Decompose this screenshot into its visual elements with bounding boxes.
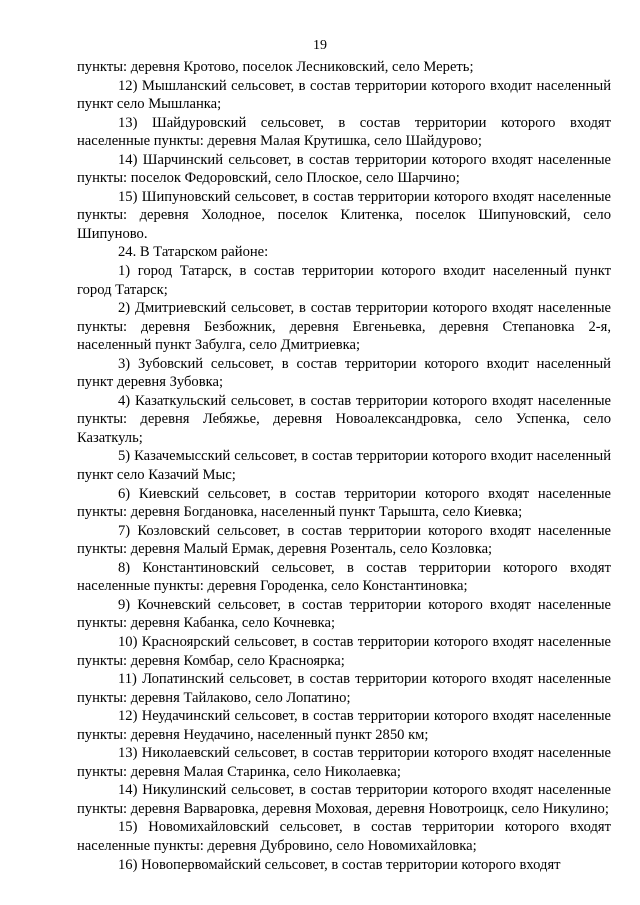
paragraph: 14) Шарчинский сельсовет, в состав территории которого входят населенные пункты: поселок Федоровский, село Плоское, село Шарчино; — [77, 151, 611, 187]
paragraph: 13) Шайдуровский сельсовет, в состав территории которого входят населенные пункты: деревня Малая Крутишка, село Шайдурово; — [77, 114, 611, 150]
paragraph: 12) Мышланский сельсовет, в состав территории которого входит населенный пункт село Мышланка; — [77, 77, 611, 113]
paragraph: 12) Неудачинский сельсовет, в состав территории которого входят населенные пункты: деревня Неудачино, населенный пункт 2850 км; — [77, 708, 611, 743]
paragraph: 13) Николаевский сельсовет, в состав территории которого входят населенные пункты: деревня Малая Старинка, село Николаевка; — [77, 745, 611, 780]
paragraph: 3) Зубовский сельсовет, в состав территории которого входит населенный пункт деревня Зубовка; — [77, 355, 611, 391]
paragraph: 16) Новопервомайский сельсовет, в состав территории которого входят — [118, 856, 561, 873]
paragraph: 1) город Татарск, в состав территории которого входит населенный пункт город Татарск; — [77, 263, 611, 298]
section-heading: 24. В Татарском районе: — [118, 244, 269, 261]
paragraph: 11) Лопатинский сельсовет, в состав территории которого входят населенные пункты: деревня Тайлаково, село Лопатино; — [77, 671, 611, 706]
paragraph: 15) Шипуновский сельсовет, в состав территории которого входят населенные пункты: деревня Холодное, поселок Клитенка, поселок Шипуновский, село Шипуново. — [77, 188, 611, 242]
paragraph: 7) Козловский сельсовет, в состав территории которого входят населенные пункты: деревня Малый Ермак, деревня Розенталь, село Козловка; — [77, 522, 611, 558]
paragraph: 9) Кочневский сельсовет, в состав территории которого входят населенные пункты: деревня Кабанка, село Кочневка; — [77, 596, 611, 632]
paragraph: 15) Новомихайловский сельсовет, в состав территории которого входят населенные пункты: деревня Дубровино, село Новомихайловка; — [77, 819, 611, 854]
paragraph: 6) Киевский сельсовет, в состав территории которого входят населенные пункты: деревня Богдановка, населенный пункт Тарышта, село Киевка; — [77, 485, 611, 521]
paragraph: 5) Казачемысский сельсовет, в состав территории которого входит населенный пункт село Казачий Мыс; — [77, 448, 611, 484]
paragraph: 14) Никулинский сельсовет, в состав территории которого входят населенные пункты: деревня Варваровка, деревня Моховая, деревня Новотроицк, село Никулино; — [77, 782, 611, 817]
paragraph: 8) Константиновский сельсовет, в состав территории которого входят населенные пункты: деревня Городенка, село Константиновка; — [77, 559, 611, 595]
page-number: 19 — [313, 38, 327, 53]
paragraph: 2) Дмитриевский сельсовет, в состав территории которого входят населенные пункты: деревня Безбожник, деревня Евгеньевка, деревня Степановка 2-я, населенный пункт Забулга, село Дмитриевка; — [77, 300, 611, 354]
paragraph: 10) Красноярский сельсовет, в состав территории которого входят населенные пункты: деревня Комбар, село Красноярка; — [77, 633, 611, 669]
paragraph: пункты: деревня Кротово, поселок Лесниковский, село Мереть; — [77, 59, 474, 75]
document-body — [77, 58, 611, 874]
paragraph: 4) Казаткульский сельсовет, в состав территории которого входят населенные пункты: деревня Лебяжье, деревня Новоалександровка, село Успенка, село Казаткуль; — [77, 392, 611, 446]
